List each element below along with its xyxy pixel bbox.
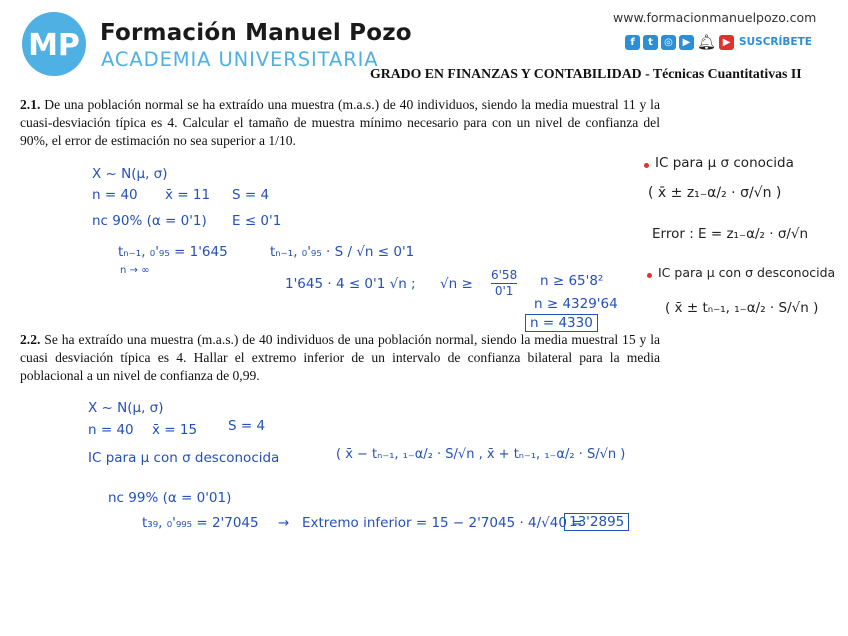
hw-ic-known-title: IC para μ σ conocida [655, 155, 794, 171]
subscribe-link[interactable]: SUSCRÍBETE [739, 36, 812, 48]
brand-name: Formación Manuel Pozo [100, 20, 412, 46]
course-title: GRADO EN FINANZAS Y CONTABILIDAD - Técnicas Cuantitativas II [370, 66, 802, 81]
hw-error: E ≤ 0'1 [232, 213, 282, 229]
twitter-icon[interactable]: t [643, 35, 658, 50]
hw-n-value: n ≥ 4329'64 [534, 296, 618, 312]
hw-t-value: tₙ₋₁, ₀'₉₅ = 1'645 [118, 244, 228, 260]
site-url[interactable]: www.formacionmanuelpozo.com [613, 10, 817, 25]
hw-sqrt-n: √n ≥ [440, 276, 473, 292]
hw-error-formula: Error : E = z₁₋α/₂ · σ/√n [652, 226, 809, 242]
hw-frac-num: 6'58 [491, 268, 518, 282]
academy-logo-icon [18, 10, 90, 78]
youtube-play-icon[interactable]: ▶ [719, 35, 734, 50]
hw-ic-unknown-title: IC para μ con σ desconocida [658, 265, 836, 280]
problem-text: De una población normal se ha extraído una muestra (m.a.s.) de 40 individuos, siendo la media muestral 11 y la cuasi-desviación típica es 4. Calcular el tamaño de muestra mínimo necesario para con un nivel de confianza del 90%, el error de estimación no sea superior a 1/10. [20, 97, 660, 148]
hw-frac-den: 0'1 [494, 284, 514, 298]
hw-ic-label-2: IC para μ con σ desconocida [88, 450, 280, 466]
hw-xbar: x̄ = 11 [165, 187, 211, 203]
problem-text: Se ha extraído una muestra (m.a.s.) de 40 individuos de una población normal, siendo la media muestral 15 y la cuasi desviación típica es 4. Hallar el extremo inferior de un intervalo de confianza bilateral para la media poblacional a un nivel de confianza de 0,99. [20, 332, 661, 383]
hw-confidence: nc 90% (α = 0'1) [92, 213, 207, 229]
bullet-icon [644, 163, 649, 168]
social-links [625, 33, 812, 51]
problem-2-1 [20, 96, 660, 150]
problem-2-2 [20, 331, 660, 385]
hw-fraction [491, 268, 517, 299]
youtube-icon[interactable]: ▶ [679, 35, 694, 50]
brand-subtitle: ACADEMIA UNIVERSITARIA [101, 48, 379, 71]
hw-confidence-2: nc 99% (α = 0'01) [108, 490, 232, 506]
hw-ic-unknown-formula: ( x̄ ± tₙ₋₁, ₁₋α/₂ · S/√n ) [665, 300, 819, 316]
bell-icon[interactable]: 🔔︎ [697, 34, 717, 51]
hw-lower-bound-calc: Extremo inferior = 15 − 2'7045 · 4/√40 = [302, 515, 583, 531]
hw-s-2: S = 4 [228, 418, 266, 434]
hw-t-limit: n → ∞ [120, 265, 150, 276]
hw-distribution-2: X ~ N(μ, σ) [88, 400, 164, 416]
hw-s: S = 4 [232, 187, 270, 203]
hw-n-2: n = 40 [88, 422, 134, 438]
instagram-icon[interactable]: ◎ [661, 35, 676, 50]
hw-result-lower-bound: 13'2895 [564, 513, 629, 531]
hw-ic-formula-2: ( x̄ − tₙ₋₁, ₁₋α/₂ · S/√n , x̄ + tₙ₋₁, ₁₋α/₂ · S/√n ) [336, 447, 626, 462]
hw-t-value-2: t₃₉, ₀'₉₉₅ = 2'7045 [142, 515, 259, 531]
hw-distribution: X ~ N(μ, σ) [92, 166, 168, 182]
hw-n: n = 40 [92, 187, 138, 203]
hw-n-square: n ≥ 65'8² [540, 273, 604, 289]
hw-calc: 1'645 · 4 ≤ 0'1 √n ; [285, 276, 416, 292]
hw-result-n: n = 4330 [525, 314, 598, 332]
hw-xbar-2: x̄ = 15 [152, 422, 198, 438]
hw-ic-known-formula: ( x̄ ± z₁₋α/₂ · σ/√n ) [648, 185, 782, 201]
problem-number: 2.1. [20, 97, 41, 112]
problem-number: 2.2. [20, 332, 41, 347]
bullet-icon [647, 273, 652, 278]
facebook-icon[interactable]: f [625, 35, 640, 50]
hw-inequality: tₙ₋₁, ₀'₉₅ · S / √n ≤ 0'1 [270, 244, 415, 260]
svg-text:MP: MP [28, 28, 80, 63]
arrow-right-icon: → [278, 515, 290, 531]
